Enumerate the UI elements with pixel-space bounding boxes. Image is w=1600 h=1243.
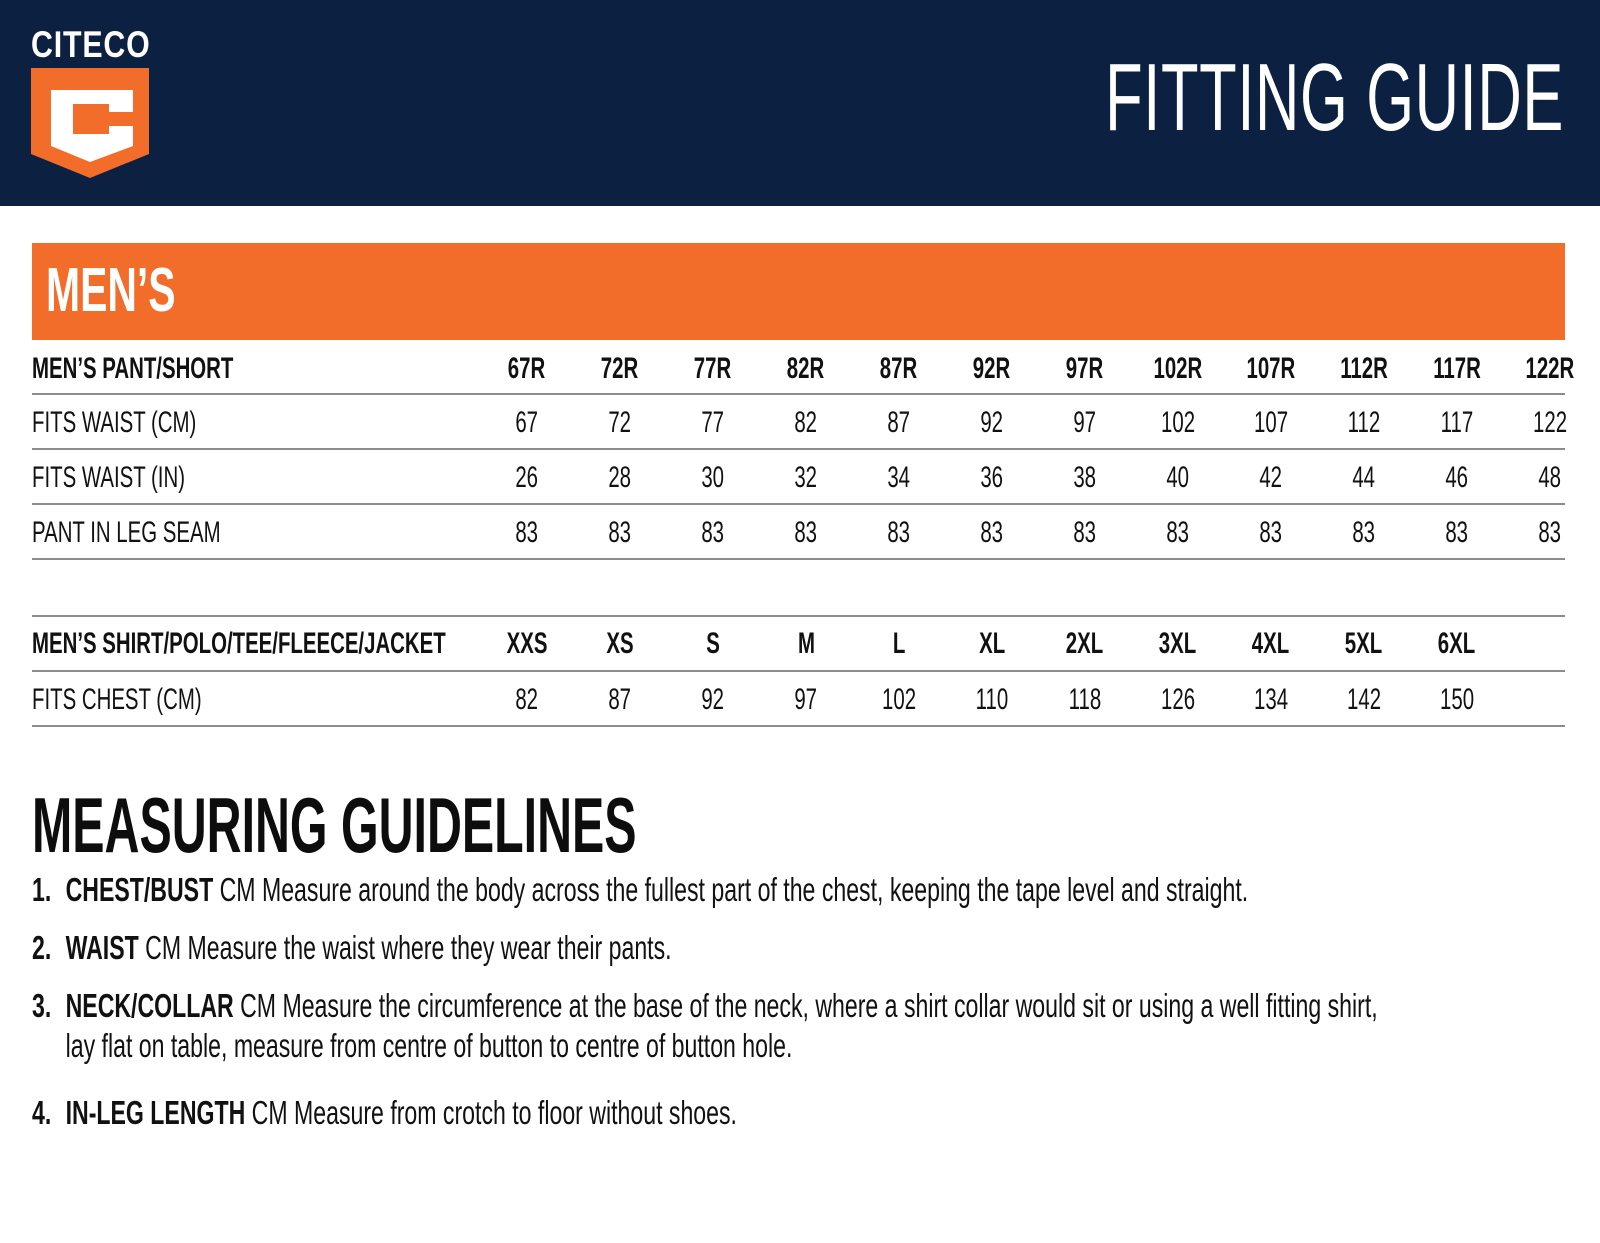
row-label: FITS CHEST (CM) — [32, 682, 202, 716]
table-cell: 110 — [975, 682, 1009, 716]
table-cell: 102 — [1160, 405, 1196, 439]
table-cell: 83 — [1352, 515, 1376, 549]
table-cell: 48 — [1538, 460, 1562, 494]
section-band — [32, 243, 1565, 340]
guideline-text: CM Measure the waist where they wear their pants. — [145, 929, 672, 966]
row-label: PANT IN LEG SEAM — [32, 515, 221, 549]
table-cell: 92 — [701, 682, 725, 716]
guideline-item — [32, 1093, 1039, 1133]
table-header-row — [32, 345, 1575, 395]
size-header-cell: 5XL — [1345, 626, 1383, 660]
guideline-number: 3. — [32, 987, 52, 1024]
table-cell: 83 — [794, 515, 818, 549]
table-header-row — [32, 615, 1565, 672]
guideline-term: NECK/COLLAR — [65, 987, 234, 1024]
page-title: FITTING GUIDE — [1105, 44, 1564, 151]
size-header-cell: 117R — [1433, 352, 1481, 385]
size-header-cell: XL — [978, 626, 1006, 660]
table-cell: 107 — [1253, 405, 1289, 439]
table-cell: 83 — [1445, 515, 1469, 549]
table-cell: 87 — [887, 405, 911, 439]
guideline-term: CHEST/BUST — [65, 871, 214, 908]
table-header-label: MEN’S PANT/SHORT — [32, 352, 234, 385]
table-cell: 134 — [1253, 682, 1289, 716]
table-cell: 67 — [515, 405, 539, 439]
table-cell: 97 — [794, 682, 818, 716]
table-cell: 150 — [1439, 682, 1475, 716]
table-cell: 117 — [1440, 405, 1474, 439]
guideline-number: 4. — [32, 1094, 52, 1131]
table-row — [32, 452, 1565, 505]
table-cell: 42 — [1259, 460, 1283, 494]
size-header-cell: S — [706, 626, 720, 660]
guideline-text: CM Measure the circumference at the base of the neck, where a shirt collar would sit or using a well fitting shirt, — [240, 987, 1378, 1024]
guideline-text: CM Measure around the body across the fullest part of the chest, keeping the tape level and straight. — [219, 871, 1249, 908]
table-row — [32, 397, 1568, 450]
size-header-cell: 107R — [1246, 352, 1296, 385]
table-cell: 82 — [515, 682, 539, 716]
size-header-cell: 77R — [694, 352, 732, 385]
table-cell: 92 — [980, 405, 1004, 439]
row-label: FITS WAIST (IN) — [32, 460, 185, 494]
table-cell: 102 — [881, 682, 917, 716]
table-cell: 83 — [608, 515, 632, 549]
table-cell: 83 — [1166, 515, 1190, 549]
size-header-cell: 112R — [1340, 352, 1388, 385]
table-header-label: MEN’S SHIRT/POLO/TEE/FLEECE/JACKET — [32, 626, 446, 660]
row-label: FITS WAIST (CM) — [32, 405, 197, 439]
table-cell: 83 — [515, 515, 539, 549]
table-cell: 46 — [1445, 460, 1469, 494]
guideline-number: 2. — [32, 929, 52, 966]
size-header-cell: 4XL — [1252, 626, 1290, 660]
guideline-term: WAIST — [65, 929, 139, 966]
table-cell: 77 — [701, 405, 725, 439]
table-cell: 72 — [608, 405, 632, 439]
table-cell: 122 — [1532, 405, 1568, 439]
size-header-cell: 67R — [508, 352, 546, 385]
table-cell: 83 — [1259, 515, 1283, 549]
size-header-cell: 97R — [1066, 352, 1104, 385]
table-cell: 34 — [887, 460, 911, 494]
table-cell: 83 — [1538, 515, 1562, 549]
size-header-cell: 102R — [1153, 352, 1203, 385]
table-cell: 83 — [1073, 515, 1097, 549]
size-header-cell: XS — [606, 626, 634, 660]
guidelines-title: MEASURING GUIDELINES — [32, 781, 637, 869]
table-cell: 83 — [887, 515, 911, 549]
guideline-item — [32, 928, 946, 968]
section-title: MEN’S — [46, 256, 176, 325]
guideline-text: CM Measure from crotch to floor without shoes. — [251, 1094, 737, 1131]
table-cell: 28 — [608, 460, 632, 494]
size-header-cell: 92R — [973, 352, 1011, 385]
table-cell: 40 — [1166, 460, 1190, 494]
size-header-cell: 2XL — [1066, 626, 1104, 660]
table-cell: 112 — [1347, 405, 1381, 439]
table-row — [32, 507, 1565, 560]
citeco-logo — [31, 24, 149, 178]
size-header-cell: 6XL — [1438, 626, 1476, 660]
guideline-term: IN-LEG LENGTH — [65, 1094, 246, 1131]
table-cell: 30 — [701, 460, 725, 494]
shield-c-icon — [31, 68, 149, 180]
guideline-number: 1. — [32, 871, 52, 908]
table-cell: 87 — [608, 682, 632, 716]
page-header — [0, 0, 1600, 206]
table-cell: 36 — [980, 460, 1004, 494]
table-cell: 83 — [701, 515, 725, 549]
table-cell: 44 — [1352, 460, 1376, 494]
size-header-cell: 87R — [880, 352, 918, 385]
table-cell: 97 — [1073, 405, 1097, 439]
size-header-cell: 72R — [601, 352, 639, 385]
table-cell: 32 — [794, 460, 818, 494]
size-header-cell: L — [892, 626, 906, 660]
table-cell: 83 — [980, 515, 1004, 549]
table-cell: 118 — [1068, 682, 1102, 716]
guideline-item — [32, 870, 1600, 910]
size-header-cell: 3XL — [1159, 626, 1197, 660]
table-cell: 26 — [515, 460, 539, 494]
guideline-item — [32, 986, 1600, 1066]
table-cell: 38 — [1073, 460, 1097, 494]
table-cell: 142 — [1346, 682, 1382, 716]
table-cell: 82 — [794, 405, 818, 439]
size-header-cell: 122R — [1525, 352, 1575, 385]
table-cell: 126 — [1160, 682, 1196, 716]
guideline-text: lay flat on table, measure from centre of button to centre of button hole. — [65, 1027, 793, 1064]
size-header-cell: XXS — [506, 626, 548, 660]
logo-wordmark: CITECO — [31, 24, 151, 65]
size-header-cell: 82R — [787, 352, 825, 385]
size-header-cell: M — [797, 626, 815, 660]
table-row — [32, 674, 1565, 727]
